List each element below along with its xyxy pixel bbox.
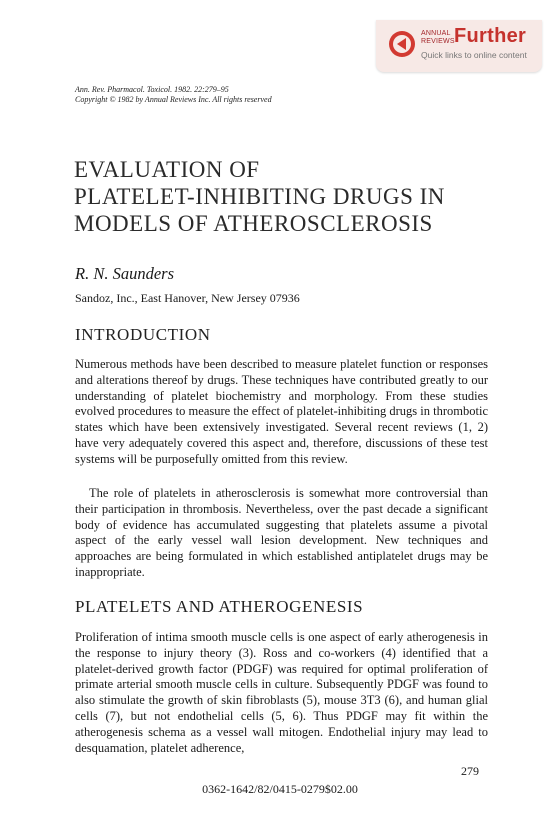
author-affiliation: Sandoz, Inc., East Hanover, New Jersey 07936	[75, 291, 300, 305]
page-number: 279	[461, 764, 479, 778]
annual-reviews-logo-icon	[388, 30, 416, 58]
title-line: MODELS OF ATHEROSCLEROSIS	[74, 211, 433, 236]
annual-reviews-further-banner[interactable]	[376, 20, 542, 72]
article-title	[74, 156, 445, 237]
reviews-label: REVIEWS	[421, 38, 455, 45]
platelets-paragraph-1: Proliferation of intima smooth muscle cells is one aspect of early atherogenesis in the response to injury theory (3). Ross and co-workers (4) identified that a platelet-derived growth factor (PDGF) was required for optimal proliferation of primate arterial smooth muscle cells in culture. Subsequently PDGF was found to also stimulate the growth of skin fibroblasts (5), mouse 3T3 (6), and human glial cells (7), but not endothelial cells (5, 6). Thus PDGF may fit within the atherogenesis schema as a vessel wall mitogen. Endothelial injury may lead to desquamation, platelet adherence,	[75, 630, 488, 755]
intro-paragraph-1: Numerous methods have been described to measure platelet function or responses and alterations thereof by drugs. These techniques have contributed greatly to our understanding of platelet biochemistry and morphology. From these studies evolved procedures to measure the effect of platelet-inhibiting drugs in thrombotic states which have been extensively investigated. Several recent reviews (1, 2) have very adequately covered this aspect and, therefore, discussions of these test systems will be purposefully omitted from this review.	[75, 357, 488, 466]
citation-line-2: Copyright © 1982 by Annual Reviews Inc. All rights reserved	[75, 95, 272, 104]
author-name: R. N. Saunders	[75, 264, 174, 283]
article-code: 0362-1642/82/0415-0279$02.00	[202, 782, 358, 796]
journal-citation	[75, 85, 272, 105]
citation-line-1: Ann. Rev. Pharmacol. Toxicol. 1982. 22:279–95	[75, 85, 229, 94]
title-line: PLATELET-INHIBITING DRUGS IN	[74, 184, 445, 209]
annual-reviews-label	[421, 30, 455, 46]
title-line: EVALUATION OF	[74, 157, 260, 182]
section-heading-platelets-atherogenesis: PLATELETS AND ATHEROGENESIS	[75, 597, 364, 616]
annual-label: ANNUAL	[421, 30, 451, 37]
section-heading-introduction: INTRODUCTION	[75, 325, 211, 344]
further-label: Further	[454, 25, 527, 47]
intro-paragraph-2: The role of platelets in atherosclerosis is somewhat more controversial than their participation in thrombosis. Nevertheless, over the past decade a significant body of evidence has accumulated suggesting that platelets assume a pivotal aspect of the early vessel wall lesion development. New techniques and approaches are being formulated in which established antiplatelet drugs may be inappropriate.	[75, 486, 488, 579]
quick-links-subtitle: Quick links to online content	[421, 50, 527, 60]
